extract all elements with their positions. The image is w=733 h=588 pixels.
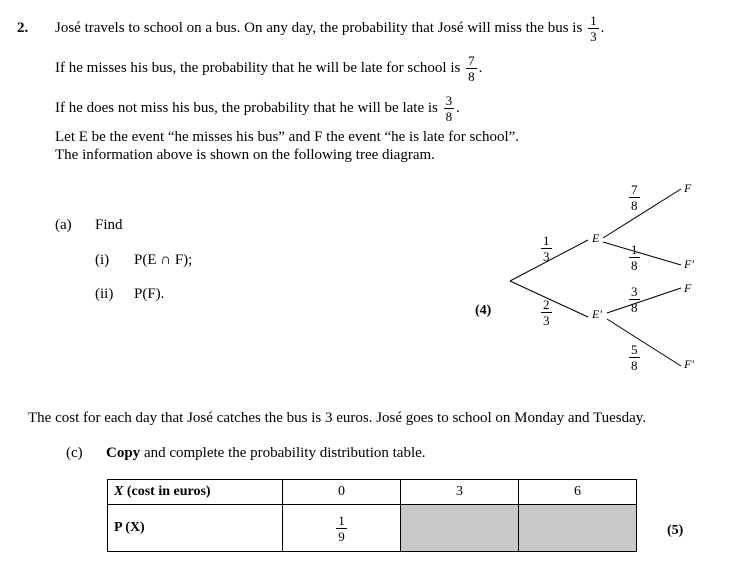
branch-E-prime-F-line — [607, 288, 681, 313]
node-E-label: E — [592, 231, 600, 245]
leaf-E-F-label: F — [684, 181, 692, 195]
table-header-p: P (X) — [108, 505, 283, 552]
part-c-rest: and complete the probability distribution table. — [143, 445, 426, 461]
part-a-ii-text: P(F). — [134, 286, 165, 302]
branch-E-F-line — [603, 189, 681, 238]
branch-E-F-prime-prob: $\frac{1}{8}$ — [631, 242, 638, 273]
question-line-1-text: José travels to school on a bus. On any day, the probability that José will miss the bus is — [55, 19, 583, 36]
part-a-label: (a) — [55, 217, 72, 233]
p0-fraction: $\frac{1}{9}$ — [338, 512, 345, 544]
table-header-x: X (cost in euros) — [108, 480, 283, 505]
table-x-6: 6 — [519, 480, 637, 505]
branch-E-prob: $\frac{1}{3}$ — [543, 233, 550, 264]
part-a-ii-label: (ii) — [95, 286, 114, 302]
table-x-3: 3 — [401, 480, 519, 505]
question-number: 2. — [17, 20, 29, 36]
question-line-2: If he misses his bus, the probability that he will be late for school is $\frac{7}{8}$ . — [55, 53, 483, 84]
branch-E-prime-prob: $\frac{2}{3}$ — [543, 297, 550, 328]
part-c-instruction — [106, 445, 426, 462]
table-p-3-blank[interactable] — [401, 505, 519, 552]
table-x-0: 0 — [283, 480, 401, 505]
part-a-title: Find — [95, 217, 123, 233]
branch-E-F-prime-line — [603, 242, 681, 265]
branch-E-prime-F-prob: $\frac{3}{8}$ — [631, 284, 638, 315]
prob-late-if-catch-fraction: $\frac{3}{8}$ — [445, 93, 453, 124]
leaf-E-prime-F-prime-label: F′ — [684, 357, 694, 371]
prob-miss-fraction: $\frac{1}{3}$ — [590, 13, 597, 44]
table-row — [108, 505, 637, 552]
prob-late-if-miss-fraction: $\frac{7}{8}$ — [468, 53, 475, 84]
table-p-0 — [283, 505, 401, 552]
question-line-2-text: If he misses his bus, the probability that he will be late for school is — [55, 59, 461, 76]
node-E-prime-label: E′ — [592, 307, 602, 321]
part-a-marks: (4) — [475, 303, 492, 318]
question-line-3: If he does not miss his bus, the probability that he will be late is $\frac{3}{8}$ . — [55, 93, 460, 124]
distribution-table — [107, 479, 637, 552]
part-a-i-text: P(E ∩ F); — [134, 252, 193, 268]
cost-statement: The cost for each day that José catches the bus is 3 euros. José goes to school on Monday and Tuesday. — [28, 410, 647, 426]
question-line-3-text: If he does not miss his bus, the probability that he will be late is — [55, 99, 438, 116]
branch-E-prime-F-prime-line — [607, 319, 681, 366]
question-line-5: The information above is shown on the following tree diagram. — [55, 147, 435, 163]
question-line-4: Let E be the event “he misses his bus” and F the event “he is late for school”. — [55, 129, 520, 145]
branch-E-prime-F-prime-prob: $\frac{5}{8}$ — [631, 342, 638, 373]
part-c-label: (c) — [66, 445, 83, 461]
leaf-E-prime-F-label: F — [684, 281, 692, 295]
part-c-marks: (5) — [667, 523, 684, 538]
part-a-i-label: (i) — [95, 252, 110, 268]
table-p-6-blank[interactable] — [519, 505, 637, 552]
leaf-E-F-prime-label: F′ — [684, 257, 694, 271]
question-line-1: José travels to school on a bus. On any day, the probability that José will miss the bus is $\frac{1}{3}$ . — [55, 13, 605, 44]
table-row — [108, 480, 637, 505]
part-c-bold-word: Copy — [106, 445, 141, 461]
branch-E-F-prob: $\frac{7}{8}$ — [631, 182, 638, 213]
